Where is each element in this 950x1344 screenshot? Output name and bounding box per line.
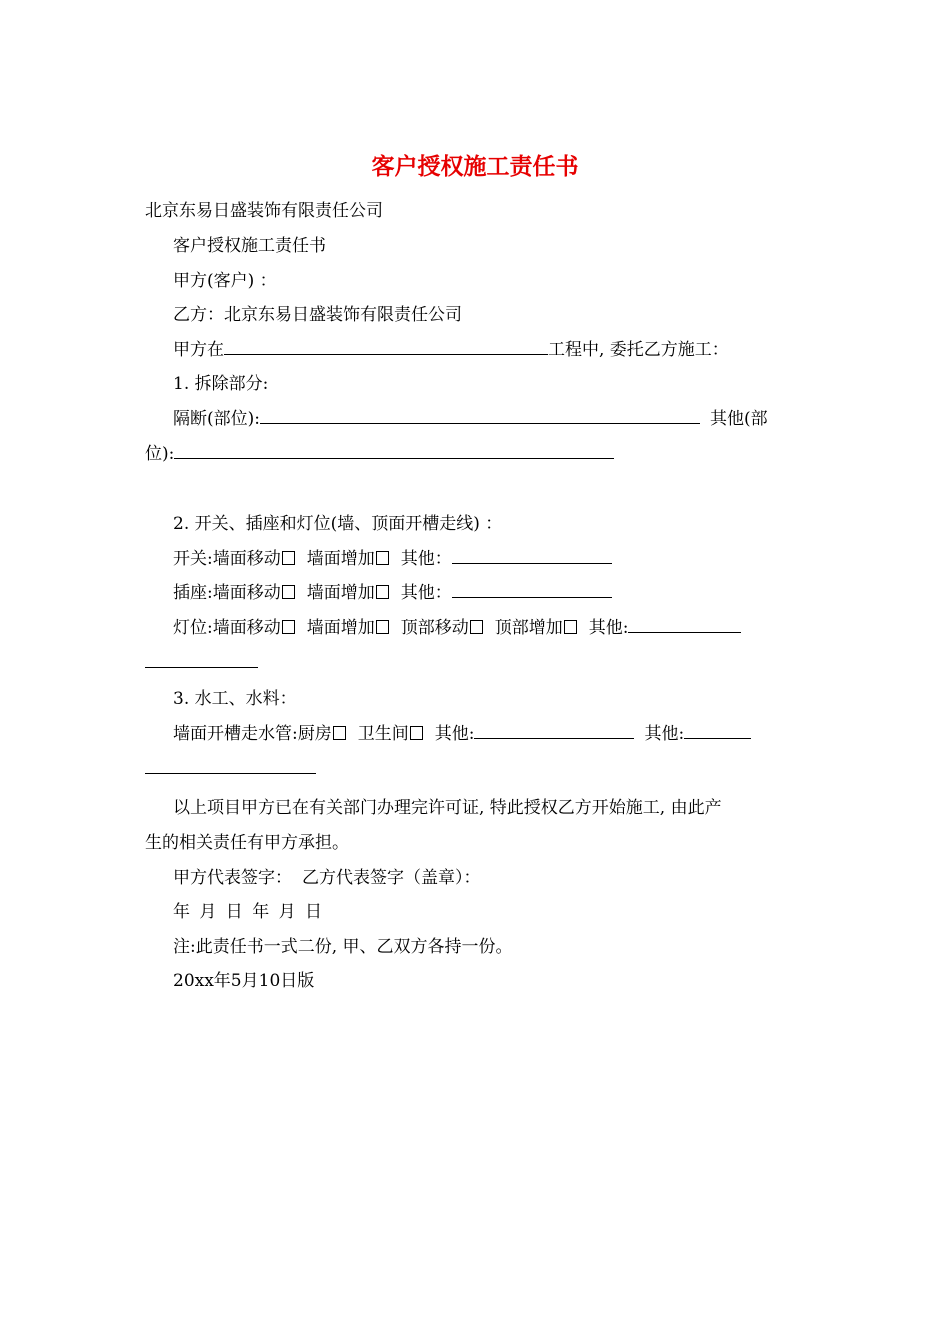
party-a-line: 甲方(客户) ： bbox=[173, 271, 277, 291]
socket-wall-move-label: 墙面移动 bbox=[212, 583, 281, 603]
socket-wall-move-checkbox[interactable] bbox=[282, 585, 295, 599]
water-other-continuation bbox=[145, 756, 316, 782]
project-name-blank[interactable] bbox=[224, 337, 548, 355]
pipe-label: 墙面开槽走水管: bbox=[173, 724, 298, 744]
socket-label: 插座: bbox=[173, 583, 213, 603]
water-pipe-line bbox=[173, 721, 751, 747]
socket-other-label: 其他： bbox=[400, 583, 452, 603]
doc-subtitle: 客户授权施工责任书 bbox=[173, 236, 326, 256]
other-label-part2: 位): bbox=[145, 444, 175, 464]
kitchen-checkbox[interactable] bbox=[333, 726, 346, 740]
bathroom-checkbox[interactable] bbox=[410, 726, 423, 740]
bathroom-label: 卫生间 bbox=[357, 724, 409, 744]
document-title: 客户授权施工责任书 bbox=[371, 153, 579, 180]
project-prefix: 甲方在 bbox=[173, 340, 224, 360]
light-ceiling-move-checkbox[interactable] bbox=[470, 620, 483, 634]
company-header: 北京东易日盛装饰有限责任公司 bbox=[145, 201, 383, 221]
signature-line bbox=[173, 865, 481, 891]
light-line bbox=[173, 615, 741, 641]
water-other2-blank-cont[interactable] bbox=[145, 756, 316, 774]
section2-heading: 2. 开关、插座和灯位(墙、顶面开槽走线) ： bbox=[173, 514, 503, 534]
switch-wall-add-label: 墙面增加 bbox=[306, 549, 375, 569]
switch-other-label: 其他： bbox=[400, 549, 452, 569]
section3-heading: 3. 水工、水料： bbox=[173, 689, 297, 709]
socket-wall-add-checkbox[interactable] bbox=[376, 585, 389, 599]
water-other2-blank[interactable] bbox=[684, 721, 751, 739]
version-line: 20xx年5月10日版 bbox=[173, 971, 315, 991]
light-wall-add-checkbox[interactable] bbox=[376, 620, 389, 634]
switch-wall-move-checkbox[interactable] bbox=[282, 551, 295, 565]
socket-other-blank[interactable] bbox=[452, 580, 612, 598]
light-other-blank[interactable] bbox=[628, 615, 741, 633]
light-ceiling-add-checkbox[interactable] bbox=[564, 620, 577, 634]
partition-line bbox=[173, 406, 768, 432]
party-b-line: 乙方：北京东易日盛装饰有限责任公司 bbox=[173, 305, 462, 325]
light-label: 灯位: bbox=[173, 618, 213, 638]
other-location-blank[interactable] bbox=[174, 441, 614, 459]
switch-line bbox=[173, 546, 612, 572]
light-ceiling-add-label: 顶部增加 bbox=[494, 618, 563, 638]
light-ceiling-move-label: 顶部移动 bbox=[400, 618, 469, 638]
partition-blank[interactable] bbox=[260, 406, 700, 424]
light-wall-move-label: 墙面移动 bbox=[212, 618, 281, 638]
light-wall-add-label: 墙面增加 bbox=[306, 618, 375, 638]
light-other-label: 其他: bbox=[588, 618, 629, 638]
switch-wall-add-checkbox[interactable] bbox=[376, 551, 389, 565]
light-other-blank-cont[interactable] bbox=[145, 650, 258, 668]
socket-line bbox=[173, 580, 612, 606]
socket-wall-add-label: 墙面增加 bbox=[306, 583, 375, 603]
water-other2-label: 其他: bbox=[644, 724, 685, 744]
authorization-line2: 生的相关责任有甲方承担。 bbox=[145, 833, 349, 853]
switch-other-blank[interactable] bbox=[452, 546, 612, 564]
other-location-line bbox=[145, 441, 614, 467]
project-suffix: 工程中, 委托乙方施工： bbox=[548, 340, 729, 360]
date-line: 年 月 日 年 月 日 bbox=[173, 902, 323, 922]
water-other1-blank[interactable] bbox=[474, 721, 634, 739]
light-other-continuation bbox=[145, 650, 258, 676]
other-label-part1: 其他(部 bbox=[710, 409, 768, 429]
kitchen-label: 厨房 bbox=[297, 724, 332, 744]
section1-heading: 1. 拆除部分: bbox=[173, 374, 269, 394]
authorization-line1: 以上项目甲方已在有关部门办理完许可证, 特此授权乙方开始施工, 由此产 bbox=[173, 798, 722, 818]
party-a-signature-label: 甲方代表签字： bbox=[173, 868, 292, 888]
note-line: 注:此责任书一式二份, 甲、乙双方各持一份。 bbox=[173, 937, 513, 957]
switch-label: 开关: bbox=[173, 549, 213, 569]
switch-wall-move-label: 墙面移动 bbox=[212, 549, 281, 569]
partition-label: 隔断(部位): bbox=[173, 409, 260, 429]
project-line bbox=[173, 337, 729, 363]
water-other1-label: 其他: bbox=[434, 724, 475, 744]
light-wall-move-checkbox[interactable] bbox=[282, 620, 295, 634]
party-b-signature-label: 乙方代表签字（盖章）： bbox=[302, 868, 481, 888]
